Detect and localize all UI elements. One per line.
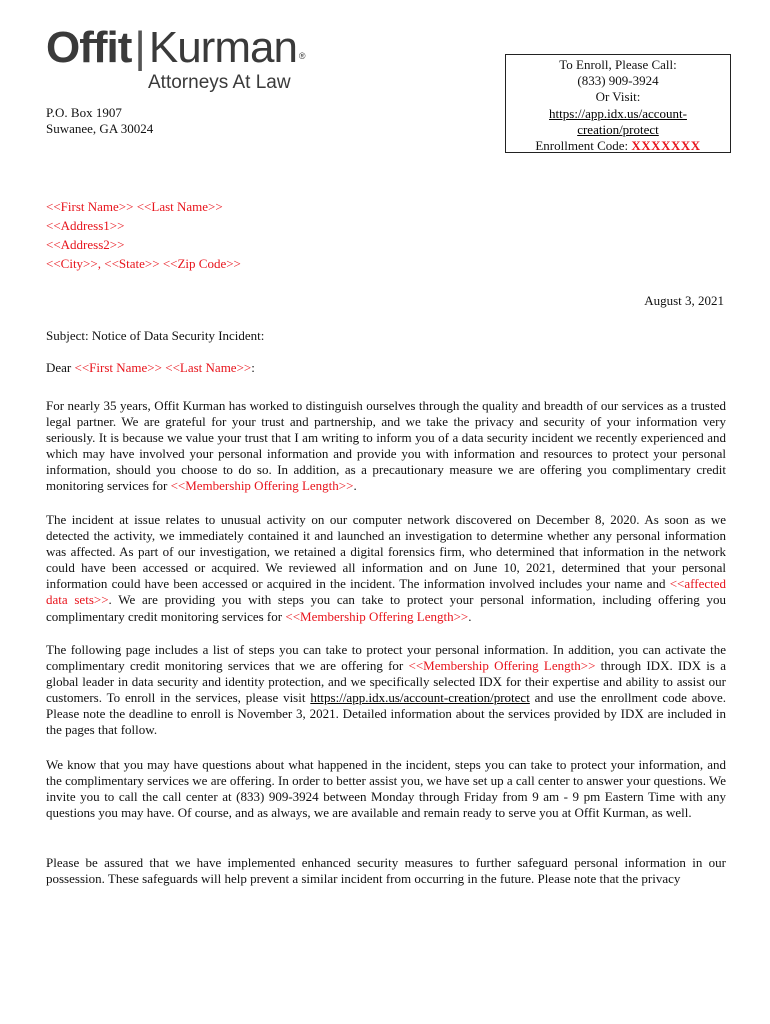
enrollment-box: To Enroll, Please Call: (833) 909-3924 Or Visit: https://app.idx.us/account- creation/protect Enrollment Code: XXXXXXX xyxy=(505,54,731,153)
body-paragraph-3: The following page includes a list of steps you can take to protect your personal information. In addition, you can activate the complimentary credit monitoring services that we are offering for <<Membership Offering Length>> through IDX. IDX is a global leader in data security and identity protection, and we specifically selected IDX for their expertise and ability to assist our customers. To enroll in the services, please visit https://app.idx.us/account-creation/protect and use the enrollment code above. Please note the deadline to enroll is November 3, 2021. Detailed information about the services provided by IDX are included in the pages that follow. xyxy=(46,642,727,738)
enroll-phone: (833) 909-3924 xyxy=(577,73,659,89)
recipient-address: <<First Name>> <<Last Name>> <<Address1>> <<Address2>> <<City>>, <<State>> <<Zip Code>> xyxy=(46,199,241,271)
enrollment-code-value: XXXXXXX xyxy=(631,138,701,154)
letter-subject: Subject: Notice of Data Security Incident: xyxy=(46,328,265,343)
enroll-url-link[interactable]: https://app.idx.us/account- creation/protect xyxy=(549,105,687,137)
idx-enroll-link[interactable]: https://app.idx.us/account-creation/protect xyxy=(310,690,530,706)
logo-tagline: Attorneys At Law xyxy=(148,72,291,93)
body-paragraph-2: The incident at issue relates to unusual activity on our computer network discovered on December 8, 2020. As soon as we detected the activity, we immediately contained it and launched an investigation to determine whether any personal information was affected. As part of our investigation, we retained a digital forensics firm, who determined that information in the network could have been accessed or acquired. We reviewed all information and on June 10, 2021, determined that your personal information could have been accessed or acquired in the incident. The information involved includes your name and <<affected data sets>>. We are providing you with steps you can take to protect your personal information, including offering you complimentary credit monitoring services for <<Membership Offering Length>>. xyxy=(46,512,726,624)
body-paragraph-5: Please be assured that we have implemented enhanced security measures to further safeguard personal information in our possession. These safeguards will help prevent a similar incident from occurring in the future. Please note that the privacy xyxy=(46,855,726,887)
body-paragraph-1: For nearly 35 years, Offit Kurman has worked to distinguish ourselves through the quality and breadth of our services as a trusted legal partner. We are grateful for your trust and partnership, and we take the privacy and security of your information very seriously. It is because we value your trust that I am writing to inform you of a data security incident we recently experienced and which may have involved your personal information and provide you with information and resources to protect your personal information, should you choose to do so. In addition, as a precautionary measure we are offering you complimentary credit monitoring services for <<Membership Offering Length>>. xyxy=(46,398,726,494)
company-logo xyxy=(46,22,316,100)
enrollment-code: Enrollment Code: XXXXXXX xyxy=(535,138,701,154)
body-paragraph-4: We know that you may have questions about what happened in the incident, steps you can take to protect your information, and the complimentary services we are offering. In order to better assist you, we have set up a call center to answer your questions. We invite you to call the call center at (833) 909-3924 between Monday through Friday from 9 am - 9 pm Eastern Time with any questions you may have. Of course, and as always, we are available and remain ready to serve you at Offit Kurman, as well. xyxy=(46,757,726,821)
letter-date: August 3, 2021 xyxy=(644,293,724,308)
salutation: Dear <<First Name>> <<Last Name>>: xyxy=(46,360,255,375)
logo-wordmark: Offit|Kurman ® xyxy=(46,23,305,72)
sender-address: P.O. Box 1907 Suwanee, GA 30024 xyxy=(46,105,154,136)
